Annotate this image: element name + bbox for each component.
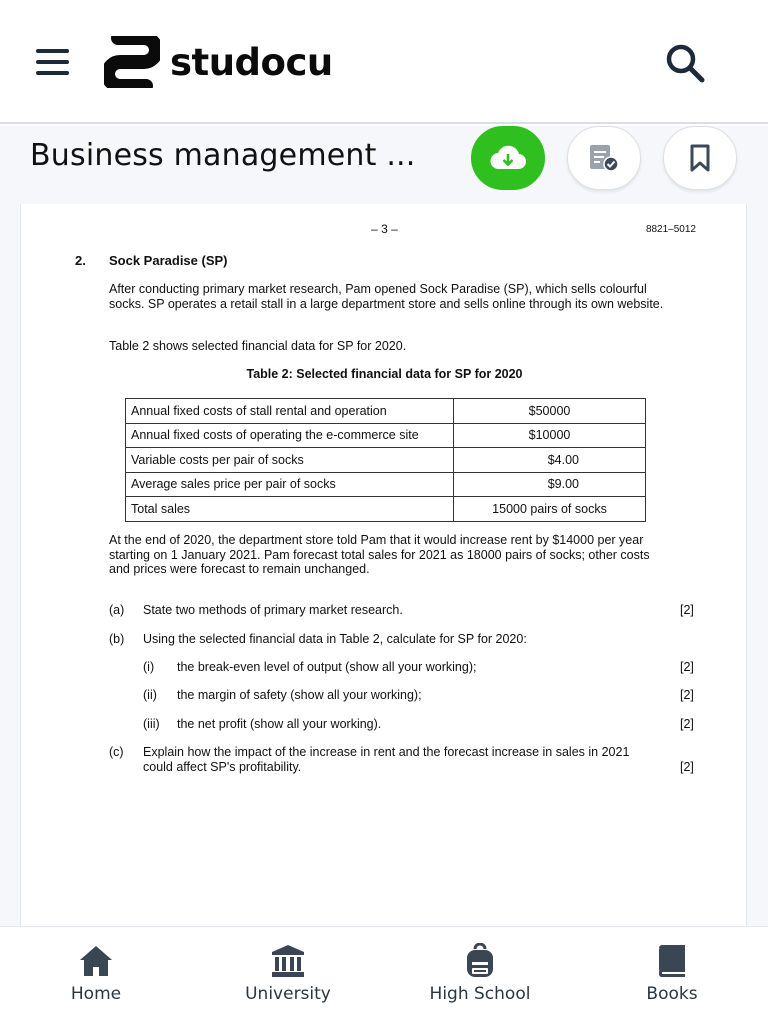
table-cell-label: Annual fixed costs of operating the e-commerce site <box>126 423 454 448</box>
question-number: 2. <box>75 253 86 268</box>
table-row <box>126 448 646 473</box>
studocu-logo[interactable] <box>104 36 333 88</box>
page-code: 8821–5012 <box>645 224 696 235</box>
page-number: – 3 – <box>371 222 398 236</box>
table-caption: Table 2: Selected financial data for SP for 2020 <box>246 367 523 381</box>
question-label-a: (a) <box>109 603 125 617</box>
nav-label-home: Home <box>70 984 122 1004</box>
table-row <box>126 423 646 448</box>
question-text-b1: the break-even level of output (show all your working); <box>177 660 477 674</box>
search-icon[interactable] <box>664 42 706 84</box>
backpack-icon <box>462 943 498 979</box>
table-cell-value: $50000 <box>454 399 646 424</box>
studocu-logo-mark <box>104 36 160 88</box>
question-title: Sock Paradise (SP) <box>109 253 228 268</box>
document-title: Business management ... <box>30 138 416 173</box>
document-page <box>20 204 747 926</box>
table-cell-label: Variable costs per pair of socks <box>126 448 454 473</box>
table-cell-value: 15000 pairs of socks <box>454 497 646 522</box>
home-icon <box>78 943 114 979</box>
table-cell-label: Total sales <box>126 497 454 522</box>
followup-paragraph: At the end of 2020, the department store told Pam that it would increase rent by $14000 per year starting on 1 January 2021. Pam forecast total sales for 2021 as 18000 pairs of socks; other costs and prices were forecast to remain unchanged. <box>109 533 650 576</box>
financial-data-table <box>125 398 646 522</box>
table-cell-value: $4.00 <box>454 448 646 473</box>
nav-item-books[interactable] <box>576 927 768 1024</box>
question-text-c: Explain how the impact of the increase in rent and the forecast increase in sales in 2021 could affect SP's profitability. <box>143 745 630 774</box>
question-mark-b2: [2] <box>680 688 694 702</box>
table-row <box>126 472 646 497</box>
brand-name: studocu <box>170 40 333 84</box>
question-text-b: Using the selected financial data in Table 2, calculate for SP for 2020: <box>143 632 527 646</box>
question-label-b2: (ii) <box>143 688 157 702</box>
table-cell-label: Average sales price per pair of socks <box>126 472 454 497</box>
nav-item-high-school[interactable] <box>384 927 576 1024</box>
document-check-icon <box>586 142 622 174</box>
table-row <box>126 497 646 522</box>
table-cell-value: $9.00 <box>454 472 646 497</box>
table-reference: Table 2 shows selected financial data for SP for 2020. <box>109 339 407 353</box>
top-header <box>0 0 768 124</box>
bookmark-button[interactable] <box>663 126 737 190</box>
question-mark-a: [2] <box>680 603 694 617</box>
bottom-navigation <box>0 926 768 1024</box>
document-viewer[interactable] <box>0 204 768 926</box>
question-label-c: (c) <box>109 745 124 759</box>
intro-paragraph: After conducting primary market research, Pam opened Sock Paradise (SP), which sells colourful socks. SP operates a retail stall in a large department store and sells online through its own website. <box>109 282 664 311</box>
table-row <box>126 399 646 424</box>
question-label-b3: (iii) <box>143 717 160 731</box>
question-text-a: State two methods of primary market research. <box>143 603 403 617</box>
question-label-b1: (i) <box>143 660 155 674</box>
nav-label-high-school: High School <box>429 984 531 1004</box>
question-mark-c: [2] <box>680 760 694 774</box>
nav-label-university: University <box>245 984 331 1004</box>
cloud-download-icon <box>489 143 527 173</box>
question-text-b3: the net profit (show all your working). <box>177 717 382 731</box>
table-cell-label: Annual fixed costs of stall rental and operation <box>126 399 454 424</box>
table-cell-value: $10000 <box>454 423 646 448</box>
hamburger-menu-icon[interactable] <box>36 47 70 77</box>
bookmark-icon <box>686 143 714 173</box>
question-label-b: (b) <box>109 632 125 646</box>
question-mark-b1: [2] <box>680 660 694 674</box>
nav-item-home[interactable] <box>0 927 192 1024</box>
nav-item-university[interactable] <box>192 927 384 1024</box>
book-icon <box>654 943 690 979</box>
question-mark-b3: [2] <box>680 717 694 731</box>
university-icon <box>270 943 306 979</box>
document-title-bar <box>0 126 768 204</box>
download-button[interactable] <box>471 126 545 190</box>
question-text-b2: the margin of safety (show all your working); <box>177 688 422 702</box>
quiz-button[interactable] <box>567 126 641 190</box>
nav-label-books: Books <box>646 984 698 1004</box>
